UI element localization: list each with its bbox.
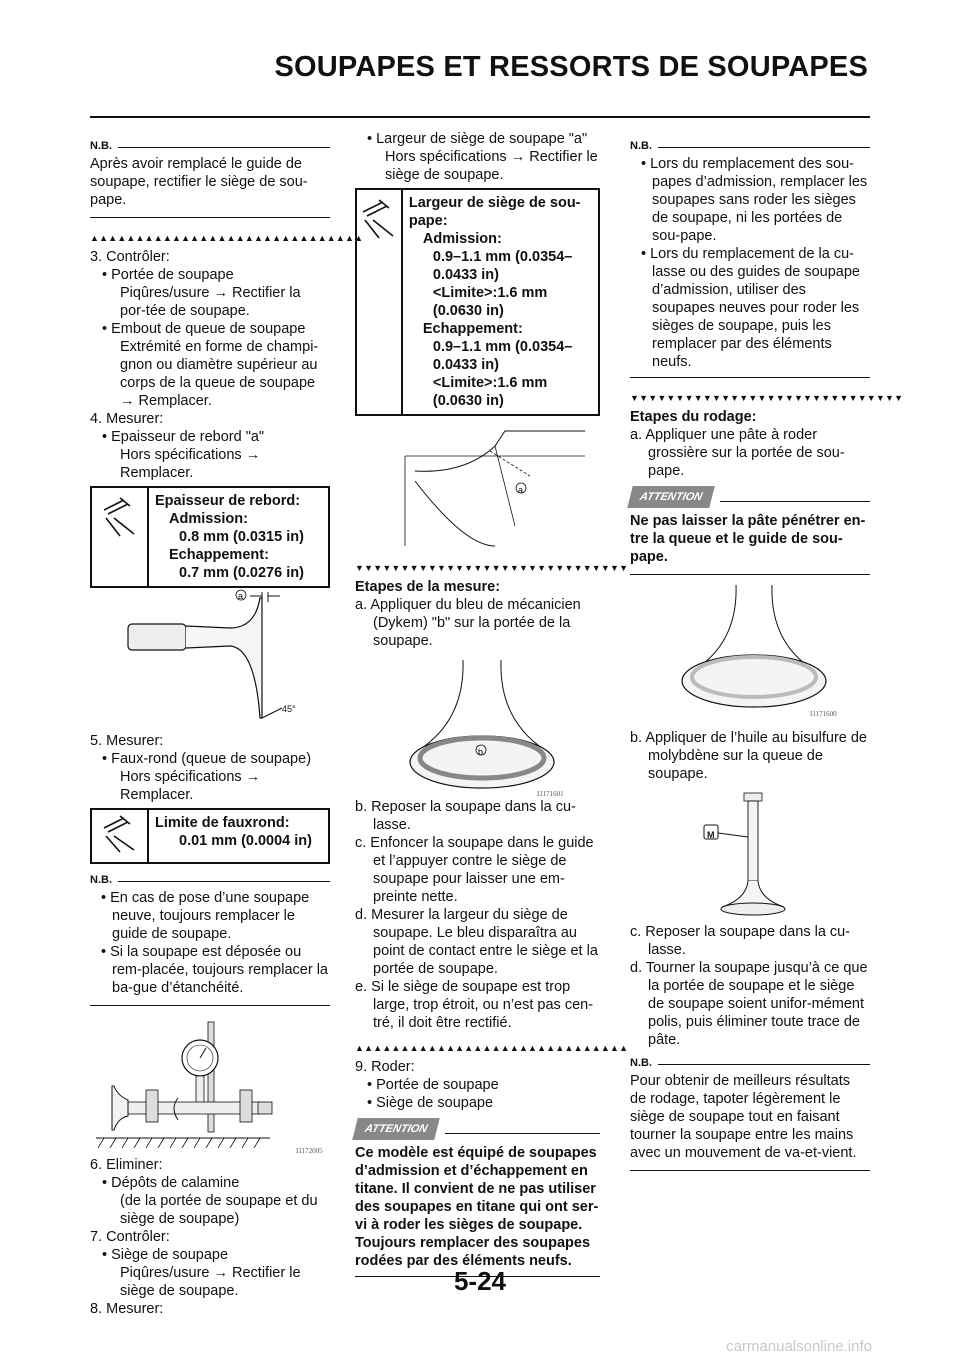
attention-text: Ce modèle est équipé de soupapes d’admission et d’échappement en titane. Il convient de ne pas utiliser des soupapes en titane qui ont ser-vi à roder les sièges de soupape. Toujours remplacer des soupapes rodées par des éléments neufs. <box>355 1145 599 1269</box>
step-6-item-a-result: (de la portée de soupape et du siège de soupape) <box>120 1193 318 1227</box>
spec-title: Largeur de siège de sou-pape: <box>408 195 581 229</box>
figure-dial-gauge <box>90 1006 330 1156</box>
attention-text: Ne pas laisser la pâte pénétrer en-tre la queue et le guide de sou-pape. <box>630 513 866 565</box>
step-6: 6. Eliminer: <box>90 1157 163 1173</box>
spec-intake-limit: <Limite>:1.6 mm (0.0630 in) <box>432 285 548 319</box>
caliper-icon <box>92 488 149 586</box>
nb-end-rule <box>90 217 330 218</box>
spec-intake: Admission: <box>422 231 502 247</box>
step-9-item-b: • Siège de soupape <box>367 1095 494 1111</box>
figure-valve-dykem <box>355 650 600 798</box>
column-1 <box>90 140 364 1318</box>
step-3: 3. Contrôler: <box>90 249 170 265</box>
figure-valve-moly <box>630 783 870 923</box>
watermark: carmanualsonline.info <box>726 1338 872 1355</box>
spec-intake: Admission: <box>169 511 248 527</box>
step-c: c. Reposer la soupape dans la cu-lasse. <box>630 924 851 958</box>
attention-header <box>630 486 870 508</box>
step-3-item-b: • Embout de queue de soupape <box>102 321 306 337</box>
triangle-down-divider: ▼▼▼▼▼▼▼▼▼▼▼▼▼▼▼▼▼▼▼▼▼▼▼▼▼▼▼▼▼▼ <box>355 563 629 573</box>
nb-label: N.B. <box>630 1057 870 1069</box>
figure-id: I1171601 <box>537 790 564 798</box>
step-3-item-b-result: Extrémité en forme de champi-gnon ou diamètre supérieur au corps de la queue de soupape → Remplacer. <box>120 339 319 409</box>
step-7-item-a-result: Piqûres/usure → Rectifier le siège de soupape. <box>120 1265 301 1299</box>
spec-exhaust-value: 0.9–1.1 mm (0.0354–0.0433 in) <box>432 339 573 373</box>
figure-id: I1172005 <box>296 1147 323 1155</box>
attention-badge: ATTENTION <box>627 486 715 508</box>
column-3 <box>630 140 904 1171</box>
page-number: 5-24 <box>453 1266 507 1296</box>
nb-label: N.B. <box>90 140 330 152</box>
attention-header <box>355 1118 600 1140</box>
figure-valve-paste <box>630 575 870 725</box>
step-6-item-a: • Dépôts de calamine <box>102 1175 240 1191</box>
nb-bullet-2: • Si la soupape est déposée ou rem-placée, toujours remplacer la ba-gue d’étanchéité. <box>101 944 328 996</box>
step-5-item-a: • Faux-rond (queue de soupape) <box>102 751 312 767</box>
spec-exhaust-limit: <Limite>:1.6 mm (0.0630 in) <box>432 375 548 409</box>
nb-bullet-1: • Lors du remplacement des sou-papes d’admission, remplacer les soupapes sans roder les sièges de soupape, ni les portées de sou-pape. <box>641 156 868 244</box>
nb-bullet-2: • Lors du remplacement de la cu-lasse ou des guides de soupape d’admission, utiliser des soupapes neuves pour roder les sièges de soupape, puis les remplacer par des éléments neufs. <box>641 246 860 370</box>
column-2 <box>355 130 629 1277</box>
step-8: 8. Mesurer: <box>90 1301 164 1317</box>
step-b: b. Reposer la soupape dans la cu-lasse. <box>355 799 576 833</box>
figure-label-angle: 45° <box>282 704 296 714</box>
caliper-icon <box>357 190 403 414</box>
steps-title: Etapes du rodage: <box>630 409 757 425</box>
figure-label-a: a <box>518 485 524 495</box>
step-4-item-a: • Epaisseur de rebord "a" <box>102 429 265 445</box>
triangle-up-divider: ▲▲▲▲▲▲▲▲▲▲▲▲▲▲▲▲▲▲▲▲▲▲▲▲▲▲▲▲▲▲ <box>90 233 364 243</box>
nb-text: Après avoir remplacé le guide de soupape, rectifier le siège de sou-pape. <box>90 156 308 208</box>
steps-title: Etapes de la mesure: <box>355 579 501 595</box>
step-a: a. Appliquer du bleu de mécanicien (Dykem) "b" sur la portée de la soupape. <box>355 597 581 649</box>
step-4-item-a-result: Hors spécifications → Remplacer. <box>120 447 261 481</box>
spec-exhaust: Echappement: <box>422 321 523 337</box>
nb-bullet-1: • En cas de pose d’une soupape neuve, toujours remplacer le guide de soupape. <box>101 890 310 942</box>
step-e: e. Si le siège de soupape est trop large, trop étroit, ou n’est pas cen-tré, il doit être rectifié. <box>355 979 594 1031</box>
step-3-item-a-result: Piqûres/usure → Rectifier la por-tée de soupape. <box>120 285 301 319</box>
spec-title: Epaisseur de rebord: <box>155 493 301 509</box>
figure-valve-margin <box>90 588 330 728</box>
page-title: SOUPAPES ET RESSORTS DE SOUPAPES <box>274 51 868 83</box>
spec-value: 0.01 mm (0.0004 in) <box>179 833 312 849</box>
figure-seat-width <box>355 416 600 556</box>
caliper-icon <box>92 810 149 862</box>
spec-box-seat-width <box>355 188 600 416</box>
step-a: a. Appliquer une pâte à roder grossière sur la portée de sou-pape. <box>630 427 845 479</box>
attention-badge: ATTENTION <box>352 1118 440 1140</box>
nb-end-rule <box>630 1170 870 1171</box>
step-7: 7. Contrôler: <box>90 1229 170 1245</box>
step-5: 5. Mesurer: <box>90 733 164 749</box>
spec-intake-value: 0.9–1.1 mm (0.0354–0.0433 in) <box>432 249 573 283</box>
step-3-item-a: • Portée de soupape <box>102 267 234 283</box>
step-d: d. Tourner la soupape jusqu’à ce que la portée de soupape et le siège de soupape soient unifor-mément polis, puis éliminer toute trace de pâte. <box>630 960 868 1048</box>
nb-end-rule <box>630 377 870 378</box>
triangle-down-divider: ▼▼▼▼▼▼▼▼▼▼▼▼▼▼▼▼▼▼▼▼▼▼▼▼▼▼▼▼▼▼ <box>630 393 904 403</box>
figure-label-m: M <box>707 830 715 840</box>
figure-id: I1171600 <box>810 710 837 718</box>
figure-label-b: b <box>478 747 484 757</box>
step-5-item-a-result: Hors spécifications → Remplacer. <box>120 769 261 803</box>
figure-label-a: a <box>238 591 244 601</box>
triangle-up-divider: ▲▲▲▲▲▲▲▲▲▲▲▲▲▲▲▲▲▲▲▲▲▲▲▲▲▲▲▲▲▲ <box>355 1043 629 1053</box>
step-9-item-a: • Portée de soupape <box>367 1077 499 1093</box>
step-9: 9. Roder: <box>355 1059 415 1075</box>
step-8-item-a: • Largeur de siège de soupape "a" <box>367 131 588 147</box>
spec-exhaust: Echappement: <box>169 547 269 563</box>
nb-text: Pour obtenir de meilleurs résultats de rodage, tapoter légèrement le siège de soupape tout en faisant tourner la soupape entre les mains avec un mouvement de va-et-vient. <box>630 1073 857 1161</box>
step-8-item-a-result: Hors spécifications → Rectifier le siège de soupape. <box>385 149 598 183</box>
spec-box-margin <box>90 486 330 588</box>
spec-exhaust-value: 0.7 mm (0.0276 in) <box>179 565 304 581</box>
spec-title: Limite de fauxrond: <box>155 815 290 831</box>
step-7-item-a: • Siège de soupape <box>102 1247 229 1263</box>
step-d: d. Mesurer la largeur du siège de soupape. Le bleu disparaîtra au point de contact entre le siège et la portée de soupape. <box>355 907 598 977</box>
title-rule <box>90 116 870 118</box>
step-b: b. Appliquer de l’huile au bisulfure de molybdène sur la queue de soupape. <box>630 730 867 782</box>
step-4: 4. Mesurer: <box>90 411 164 427</box>
spec-intake-value: 0.8 mm (0.0315 in) <box>179 529 304 545</box>
step-c: c. Enfoncer la soupape dans le guide et l’appuyer contre le siège de soupape pour laisser une em-preinte nette. <box>355 835 594 905</box>
nb-label: N.B. <box>630 140 870 152</box>
spec-box-runout <box>90 808 330 864</box>
nb-label: N.B. <box>90 874 330 886</box>
